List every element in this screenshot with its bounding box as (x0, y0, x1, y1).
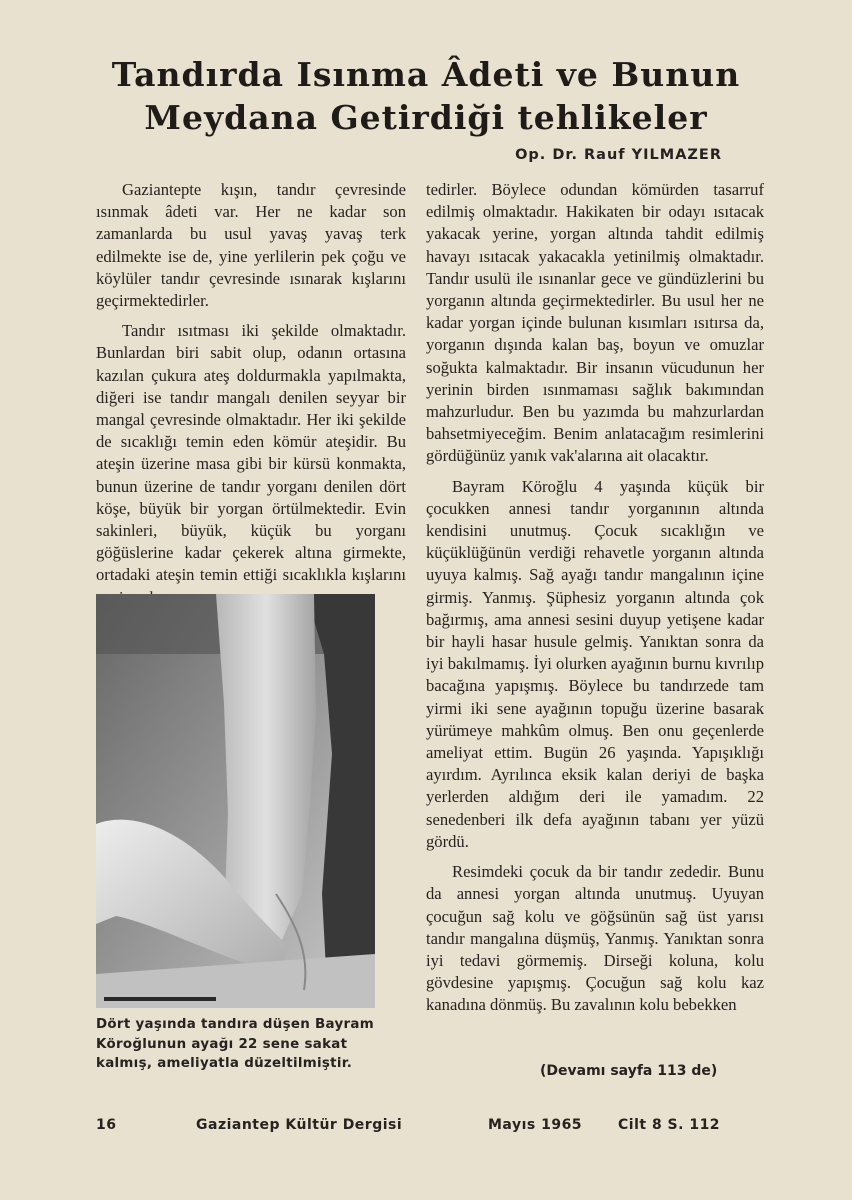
foot-photo-image (96, 594, 375, 1008)
article-title-line-1: Tandırda Isınma Âdeti ve Bunun (111, 55, 741, 94)
right-paragraph-3: Resimdeki çocuk da bir tandır zededir. Bunu da annesi yorgan altında unutmuş. Uyuyan çocuğun sağ kolu ve göğsünün sağ üst yarısı tandır mangalına düşmüş, Yanmış. Yanıktan sonra iyi tedavi görmemiş. Dirseği koluna, kolu gövdesine yapışmış. Çocuğun sağ kolu kaz kanadına dönmüş. Bu zavalının kolu bebekken (426, 862, 764, 1015)
footer-date: Mayıs 1965 (488, 1117, 583, 1133)
figure-caption: Dört yaşında tandıra düşen Bayram Köroğlunun ayağı 22 sene sakat kalmış, ameliyatla düzeltilmiştir. (96, 1017, 374, 1071)
article-author: Op. Dr. Rauf YILMAZER (515, 147, 722, 163)
left-column (96, 179, 406, 609)
right-paragraph-2: Bayram Köroğlu 4 yaşında küçük bir çocukken annesi tandır yorganının altında kendisini unutmuş. Çocuk sıcaklığın ve küçüklüğünün verdiği rehavetle yorganın altında uyuya kalmış. Sağ ayağı tandır mangalının içine girmiş. Yanmış. Şüphesiz yorganın altında çok bağırmış, ama annesi sesini duyup yetişene kadar bir hayli hasar husule gelmiş. Yanıktan sonra da iyi bakılmamış. İyi olurken ayağının burnu kıvrılıp bacağına yapışmış. Böylece bu tandırzede tam yirmi iki sene ayağının topuğu üzerine basarak yürümeye mahkûm olmuş. Ben onu geçenlerde ameliyat ettim. Bugün 26 yaşında. Yapışıklığı ayırdım. Ayrılınca eksik kalan deriyi de başka yerlerden aldığım deri ile yamadım. 22 senedenberi ilk defa ayağının tabanı yer yüzü gördü. (426, 476, 764, 851)
footer-page-number: 16 (96, 1117, 117, 1133)
patient-photo (96, 594, 375, 1008)
right-paragraph-1: tedirler. Böylece odundan kömürden tasarruf edilmiş olmaktadır. Hakikaten bir odayı ısıtacak yakacak yerine, yorgan altında tahdit edilmiş havayı ısıtacak yakacakla yetinilmiş olmaktadır. Tandır usulü ile ısınanlar gece ve gündüzlerini bu yorganın altında geçirmektedirler. Bu usul her ne kadar yorgan içinde bulunan kısımları ısıtırsa da, yorganın dışında kalan baş, boyun ve omuzlar soğukta kalmaktadır. Bir insanın vücudunun her yerinin birden ısınmaması sağlık bakımından mahzurludur. Ben bu yazımda bu mahzurlardan bahsetmiyeceğim. Benim anlatacağım resimlerini gördüğünüz yanık vak'alarına ait olacaktır. (426, 180, 764, 466)
left-paragraph-2: Tandır ısıtması iki şekilde olmaktadır. Bunlardan biri sabit olup, odanın ortasına kazılan çukura ateş doldurmakla yapılmakta, diğeri ise tandır mangalı denilen seyyar bir mangal çevresinde olmaktadır. Her iki şekilde de sıcaklığı temin eden kömür ateşidir. Bu ateşin üzerine masa gibi bir kürsü konmakta, bunun üzerine de tandır yorganı denilen dört köşe, büyük bir yorgan örtülmektedir. Evin sakinleri, büyük, küçük bu yorganı göğüslerine kadar çekerek altına girmekte, ortadaki ateşin temin ettiği sıcaklıkla kışlarını (96, 321, 406, 585)
footer-magazine-name: Gaziantep Kültür Dergisi (196, 1117, 403, 1133)
footer-volume: Cilt 8 S. 112 (618, 1117, 721, 1133)
article-title-line-2: Meydana Getirdiği tehlikeler (144, 98, 708, 137)
left-paragraph-1: Gaziantepte kışın, tandır çevresinde ısınmak âdeti var. Her ne kadar son zamanlarda bu usul yavaş yavaş terk edilmekte ise de, yine yerlilerin pek çoğu ve köylüler tandır çevresinde ısınarak kışlarını geçirmektedirler. (96, 180, 406, 311)
right-column (426, 179, 764, 1017)
continued-note: (Devamı sayfa 113 de) (540, 1063, 718, 1079)
